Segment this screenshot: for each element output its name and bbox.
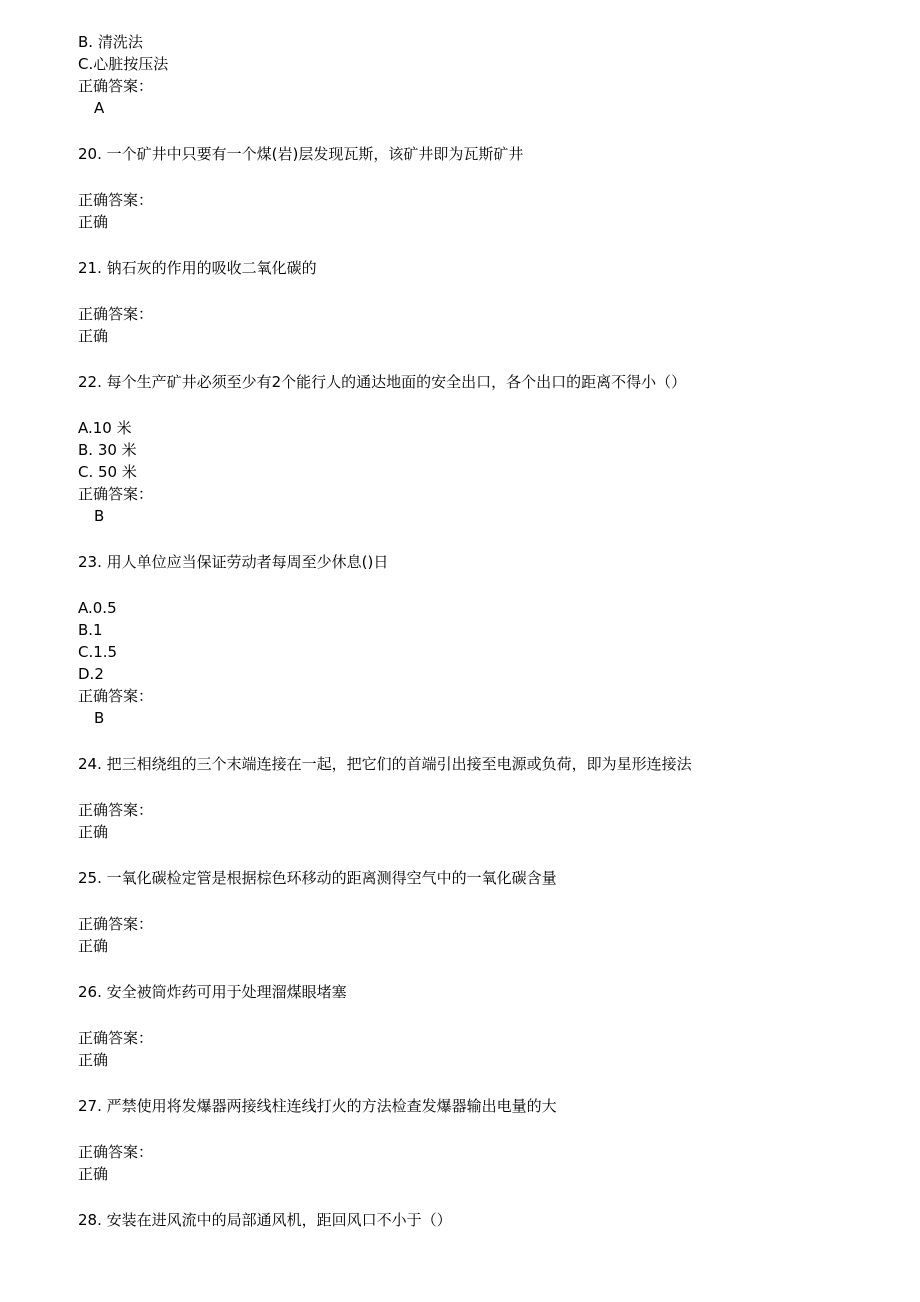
q22-option-a: A.10 米 bbox=[78, 419, 132, 437]
q23-option-d: D.2 bbox=[78, 665, 104, 683]
q24-answer-label: 正确答案： bbox=[78, 801, 154, 819]
q26-question: 26. 安全被筒炸药可用于处理溜煤眼堵塞 bbox=[78, 983, 347, 1001]
q25-answer: 正确 bbox=[78, 937, 109, 955]
q19-answer: A bbox=[94, 99, 105, 117]
q20-answer-label: 正确答案： bbox=[78, 191, 154, 209]
q19-option-c: C.心脏按压法 bbox=[78, 55, 169, 73]
q22-option-c: C. 50 米 bbox=[78, 463, 137, 481]
q25-answer-label: 正确答案： bbox=[78, 915, 154, 933]
q23-option-c: C.1.5 bbox=[78, 643, 118, 661]
q22-answer: B bbox=[94, 507, 105, 525]
q26-answer: 正确 bbox=[78, 1051, 109, 1069]
q24-answer: 正确 bbox=[78, 823, 109, 841]
q23-option-b: B.1 bbox=[78, 621, 103, 639]
q23-answer: B bbox=[94, 709, 105, 727]
q23-answer-label: 正确答案： bbox=[78, 687, 154, 705]
q27-answer: 正确 bbox=[78, 1165, 109, 1183]
q19-answer-label: 正确答案： bbox=[78, 77, 154, 95]
q24-question: 24. 把三相绕组的三个末端连接在一起，把它们的首端引出接至电源或负荷，即为星形连接法 bbox=[78, 755, 692, 773]
q20-answer: 正确 bbox=[78, 213, 109, 231]
q28-question: 28. 安装在进风流中的局部通风机，距回风口不小于（） bbox=[78, 1211, 452, 1229]
q21-question: 21. 钠石灰的作用的吸收二氧化碳的 bbox=[78, 259, 317, 277]
q27-question: 27. 严禁使用将发爆器两接线柱连线打火的方法检查发爆器输出电量的大 bbox=[78, 1097, 557, 1115]
q23-option-a: A.0.5 bbox=[78, 599, 117, 617]
q26-answer-label: 正确答案： bbox=[78, 1029, 154, 1047]
q25-question: 25. 一氧化碳检定管是根据棕色环移动的距离测得空气中的一氧化碳含量 bbox=[78, 869, 557, 887]
q22-option-b: B. 30 米 bbox=[78, 441, 137, 459]
q23-question: 23. 用人单位应当保证劳动者每周至少休息()日 bbox=[78, 553, 389, 571]
q19-option-b: B. 清洗法 bbox=[78, 33, 143, 51]
q22-question: 22. 每个生产矿井必须至少有2个能行人的通达地面的安全出口，各个出口的距离不得小（） bbox=[78, 373, 687, 391]
q27-answer-label: 正确答案： bbox=[78, 1143, 154, 1161]
q22-answer-label: 正确答案： bbox=[78, 485, 154, 503]
q21-answer-label: 正确答案： bbox=[78, 305, 154, 323]
q20-question: 20. 一个矿井中只要有一个煤(岩)层发现瓦斯，该矿井即为瓦斯矿井 bbox=[78, 145, 524, 163]
q21-answer: 正确 bbox=[78, 327, 109, 345]
